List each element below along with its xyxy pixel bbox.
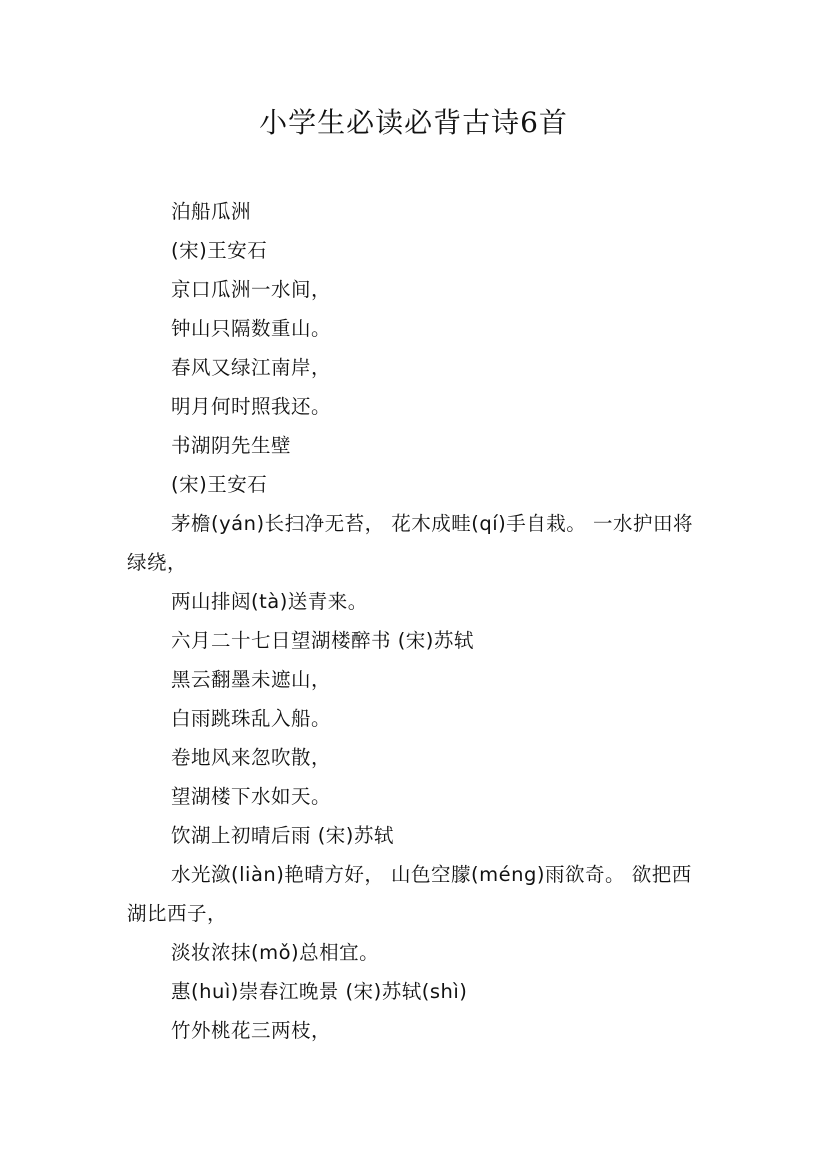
poem-line: 黑云翻墨未遮山， bbox=[171, 668, 332, 691]
poem-line: 白雨跳珠乱入船。 bbox=[171, 707, 332, 730]
poem-line: 钟山只隔数重山。 bbox=[171, 317, 332, 340]
poem-author: (宋)王安石 bbox=[171, 239, 268, 262]
document-title: 小学生必读必背古诗6首 bbox=[259, 106, 568, 139]
poem-title: 书湖阴先生壁 bbox=[171, 434, 292, 457]
poem-line: 两山排闼(tà)送青来。 bbox=[171, 590, 368, 613]
poem-author: (宋)王安石 bbox=[171, 473, 268, 496]
poem-line: 春风又绿江南岸， bbox=[171, 356, 332, 379]
poem-line: 京口瓜洲一水间， bbox=[171, 278, 332, 301]
poem-line: 明月何时照我还。 bbox=[171, 395, 332, 418]
poem-line: 卷地风来忽吹散， bbox=[171, 746, 332, 769]
poem-line: 淡妆浓抹(mǒ)总相宜。 bbox=[171, 941, 380, 964]
poem-title: 六月二十七日望湖楼醉书 (宋)苏轼 bbox=[171, 629, 474, 652]
poem-title: 饮湖上初晴后雨 (宋)苏轼 bbox=[171, 824, 394, 847]
poem-title: 泊船瓜洲 bbox=[171, 200, 252, 223]
poem-line: 水光潋(liàn)艳晴方好， 山色空朦(méng)雨欲奇。 欲把西湖比西子， bbox=[127, 863, 692, 925]
poem-line: 望湖楼下水如天。 bbox=[171, 785, 332, 808]
document-body bbox=[127, 192, 707, 1050]
poem-line: 竹外桃花三两枝， bbox=[171, 1019, 332, 1042]
poem-line: 茅檐(yán)长扫净无苔， 花木成畦(qí)手自栽。 一水护田将绿绕， bbox=[127, 512, 693, 574]
poem-title: 惠(huì)崇春江晚景 (宋)苏轼(shì) bbox=[171, 980, 468, 1003]
